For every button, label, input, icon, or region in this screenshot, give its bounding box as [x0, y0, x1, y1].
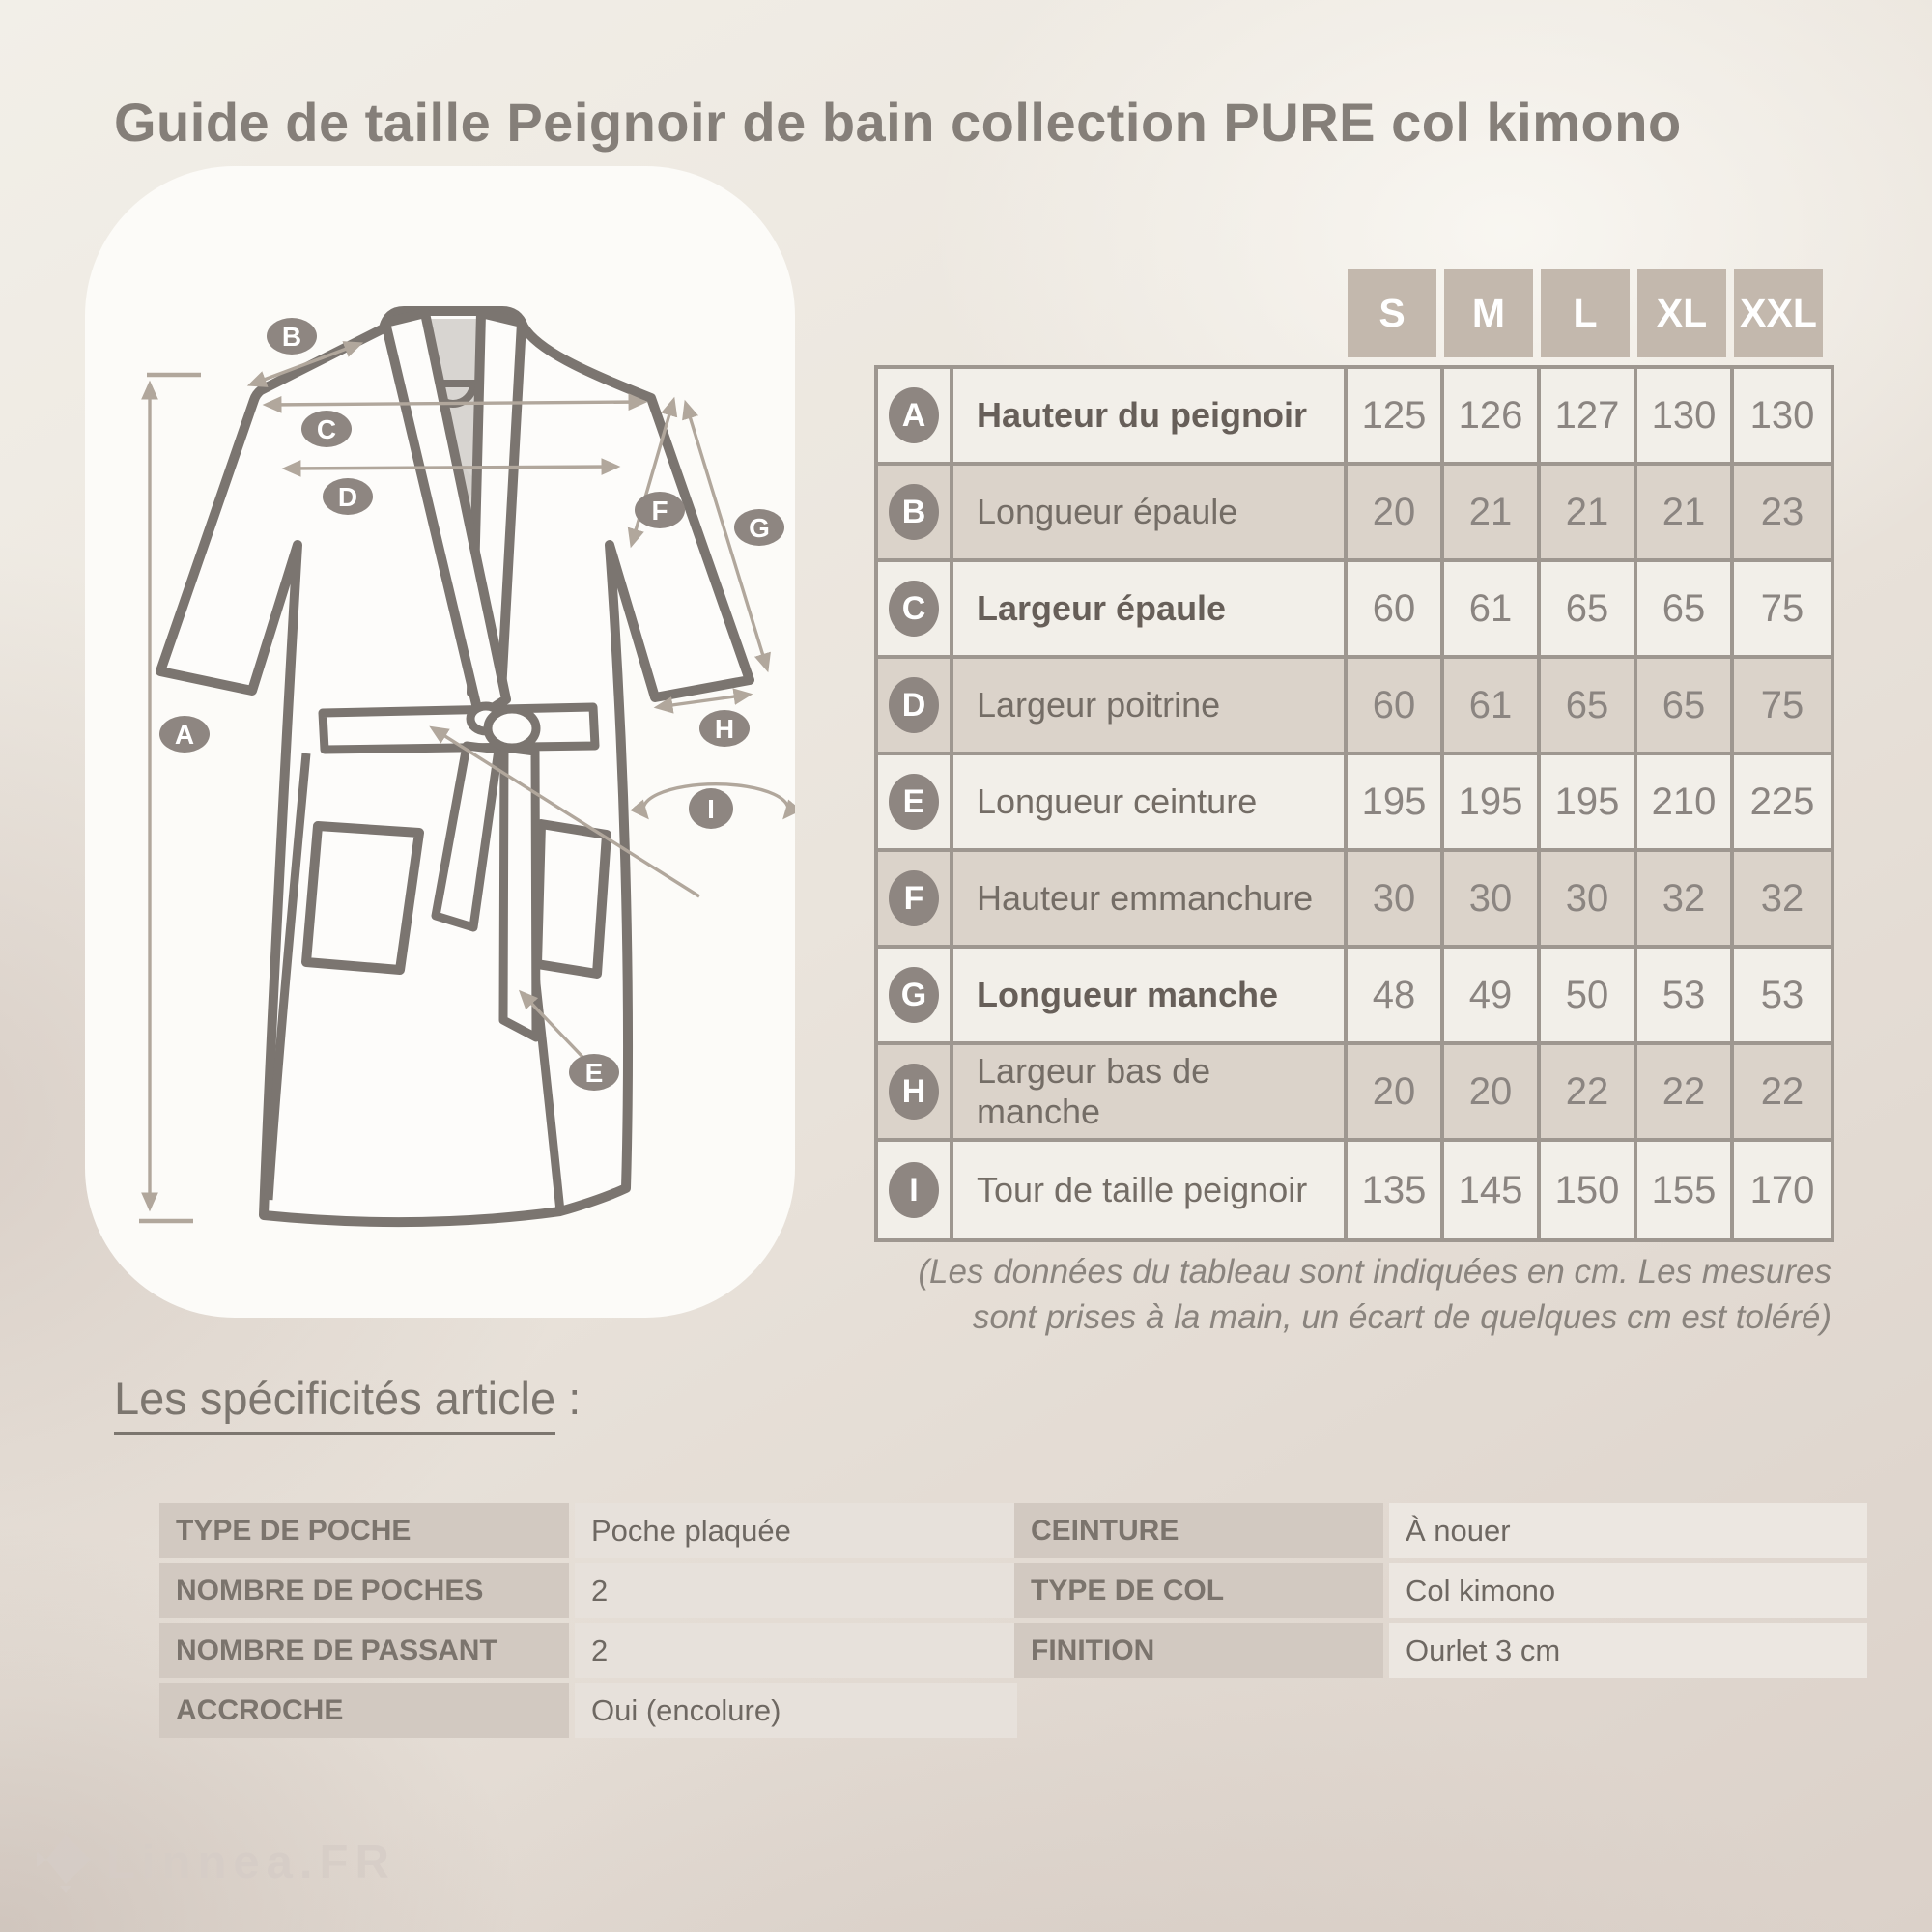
spec-label: CEINTURE	[1014, 1503, 1383, 1558]
brand-logo-icon	[37, 1832, 93, 1893]
robe-diagram	[85, 166, 795, 1318]
measurement-value: 30	[1372, 876, 1416, 920]
measurement-value: 32	[1760, 876, 1804, 920]
measurement-value: 75	[1760, 683, 1804, 726]
diagram-label-b	[267, 318, 317, 355]
spec-value: Ourlet 3 cm	[1389, 1623, 1867, 1678]
measurement-value: 53	[1662, 973, 1706, 1016]
measurement-value: 127	[1554, 393, 1620, 437]
measurement-label: Hauteur emmanchure	[977, 878, 1314, 918]
size-table-row	[878, 659, 1831, 755]
diagram-label-d	[323, 478, 373, 515]
measurement-value: 61	[1468, 586, 1513, 630]
measurement-value: 225	[1749, 780, 1815, 823]
spec-row	[1014, 1503, 1867, 1558]
diagram-label-e	[569, 1054, 619, 1091]
spec-label: NOMBRE DE PASSANT	[159, 1623, 569, 1678]
pocket-left	[306, 826, 419, 970]
size-table-row	[878, 466, 1831, 562]
measurement-value: 145	[1458, 1168, 1523, 1211]
measurement-value: 30	[1468, 876, 1513, 920]
spec-row	[159, 1623, 1017, 1678]
spec-label: NOMBRE DE POCHES	[159, 1563, 569, 1618]
row-key-badge: F	[889, 870, 939, 926]
measurement-value: 53	[1760, 973, 1804, 1016]
row-key-badge: B	[889, 484, 939, 540]
pocket-right	[537, 824, 607, 974]
diagram-label-c	[301, 411, 352, 447]
measurement-value: 60	[1372, 586, 1416, 630]
spec-row	[159, 1683, 1017, 1738]
svg-text:A: A	[174, 720, 195, 750]
measurement-value: 75	[1760, 586, 1804, 630]
specs-table-right	[1014, 1503, 1867, 1678]
table-note-line1: (Les données du tableau sont indiquées en cm. Les mesures	[918, 1253, 1832, 1291]
measurement-label: Tour de taille peignoir	[977, 1170, 1308, 1209]
measurement-value: 130	[1651, 393, 1717, 437]
row-key-badge: D	[889, 677, 939, 733]
diagram-label-a	[159, 716, 210, 753]
spec-row	[159, 1563, 1017, 1618]
measurement-value: 126	[1458, 393, 1523, 437]
measurement-value: 21	[1662, 490, 1706, 533]
measurement-value: 61	[1468, 683, 1513, 726]
measurement-value: 50	[1565, 973, 1609, 1016]
measurement-value: 22	[1565, 1069, 1609, 1113]
measurement-value: 20	[1372, 490, 1416, 533]
measurement-label: Largeur bas de manche	[977, 1051, 1211, 1131]
measurement-value: 20	[1372, 1069, 1416, 1113]
size-table-row	[878, 1142, 1831, 1238]
spec-value: 2	[575, 1623, 1017, 1678]
measurement-value: 60	[1372, 683, 1416, 726]
spec-value: À nouer	[1389, 1503, 1867, 1558]
spec-label: TYPE DE POCHE	[159, 1503, 569, 1558]
measurement-label: Longueur ceinture	[977, 781, 1258, 821]
spec-row	[1014, 1623, 1867, 1678]
specs-heading-text: Les spécificités article	[114, 1373, 555, 1435]
svg-text:G: G	[749, 513, 770, 543]
measurement-value: 210	[1651, 780, 1717, 823]
spec-value: Col kimono	[1389, 1563, 1867, 1618]
specs-heading-colon: :	[555, 1373, 582, 1424]
svg-text:I: I	[707, 794, 715, 824]
spec-label: TYPE DE COL	[1014, 1563, 1383, 1618]
measurement-value: 23	[1760, 490, 1804, 533]
page-title: Guide de taille Peignoir de bain collection PURE col kimono	[114, 91, 1682, 153]
measurement-value: 65	[1565, 683, 1609, 726]
spec-value: Poche plaquée	[575, 1503, 1017, 1558]
size-table-body	[874, 365, 1834, 1242]
spec-row	[1014, 1563, 1867, 1618]
size-table-row	[878, 949, 1831, 1045]
size-table-row	[878, 562, 1831, 659]
belt-knot	[488, 709, 536, 748]
measurement-value: 195	[1361, 780, 1427, 823]
table-note	[827, 1250, 1832, 1341]
measurement-value: 22	[1662, 1069, 1706, 1113]
row-key-badge: I	[889, 1162, 939, 1218]
row-key-badge: C	[889, 581, 939, 637]
size-table-row	[878, 369, 1831, 466]
svg-text:B: B	[281, 322, 302, 352]
measurement-value: 30	[1565, 876, 1609, 920]
brand-logo-text: Linnea.FR	[106, 1836, 396, 1889]
measurement-value: 195	[1554, 780, 1620, 823]
size-table-row	[878, 852, 1831, 949]
diagram-label-g	[734, 509, 784, 546]
robe-illustration	[85, 166, 795, 1318]
spec-value: Oui (encolure)	[575, 1683, 1017, 1738]
svg-text:F: F	[651, 496, 668, 526]
measurement-label: Longueur épaule	[977, 492, 1238, 531]
measurement-value: 65	[1565, 586, 1609, 630]
row-key-badge: E	[889, 774, 939, 830]
row-key-badge: G	[889, 967, 939, 1023]
measurement-value: 20	[1468, 1069, 1513, 1113]
measurement-value: 155	[1651, 1168, 1717, 1211]
measurement-label: Largeur épaule	[977, 588, 1227, 628]
svg-text:H: H	[714, 714, 735, 744]
spec-row	[159, 1503, 1017, 1558]
measurement-value: 65	[1662, 683, 1706, 726]
diagram-label-h	[699, 710, 750, 747]
measurement-value: 150	[1554, 1168, 1620, 1211]
size-column-header: M	[1444, 269, 1533, 357]
diagram-label-f	[635, 492, 685, 528]
size-column-header: S	[1348, 269, 1436, 357]
svg-text:C: C	[316, 414, 337, 444]
measurement-value: 49	[1468, 973, 1513, 1016]
specs-table-left	[159, 1503, 1017, 1738]
row-key-badge: H	[889, 1064, 939, 1120]
measurement-label: Largeur poitrine	[977, 685, 1221, 724]
measurement-value: 65	[1662, 586, 1706, 630]
spec-value: 2	[575, 1563, 1017, 1618]
size-table-row	[878, 755, 1831, 852]
svg-text:E: E	[584, 1058, 604, 1088]
diagram-label-i	[689, 788, 733, 829]
measurement-label: Hauteur du peignoir	[977, 395, 1307, 435]
measurement-value: 48	[1372, 973, 1416, 1016]
measurement-value: 195	[1458, 780, 1523, 823]
measurement-value: 32	[1662, 876, 1706, 920]
row-key-badge: A	[889, 387, 939, 443]
measurement-value: 170	[1749, 1168, 1815, 1211]
spec-label: ACCROCHE	[159, 1683, 569, 1738]
table-note-line2: sont prises à la main, un écart de quelques cm est toléré)	[972, 1297, 1832, 1336]
size-table-row	[878, 1045, 1831, 1142]
size-header-row	[1348, 269, 1831, 357]
measurement-value: 135	[1361, 1168, 1427, 1211]
spec-label: FINITION	[1014, 1623, 1383, 1678]
size-column-header: XXL	[1734, 269, 1823, 357]
measurement-value: 125	[1361, 393, 1427, 437]
brand-logo	[37, 1832, 396, 1893]
measurement-value: 22	[1760, 1069, 1804, 1113]
specs-heading	[114, 1372, 581, 1425]
measurement-label: Longueur manche	[977, 975, 1279, 1014]
size-column-header: XL	[1637, 269, 1726, 357]
measurement-value: 21	[1468, 490, 1513, 533]
measurement-value: 21	[1565, 490, 1609, 533]
measurement-value: 130	[1749, 393, 1815, 437]
svg-text:D: D	[337, 482, 358, 512]
size-column-header: L	[1541, 269, 1630, 357]
